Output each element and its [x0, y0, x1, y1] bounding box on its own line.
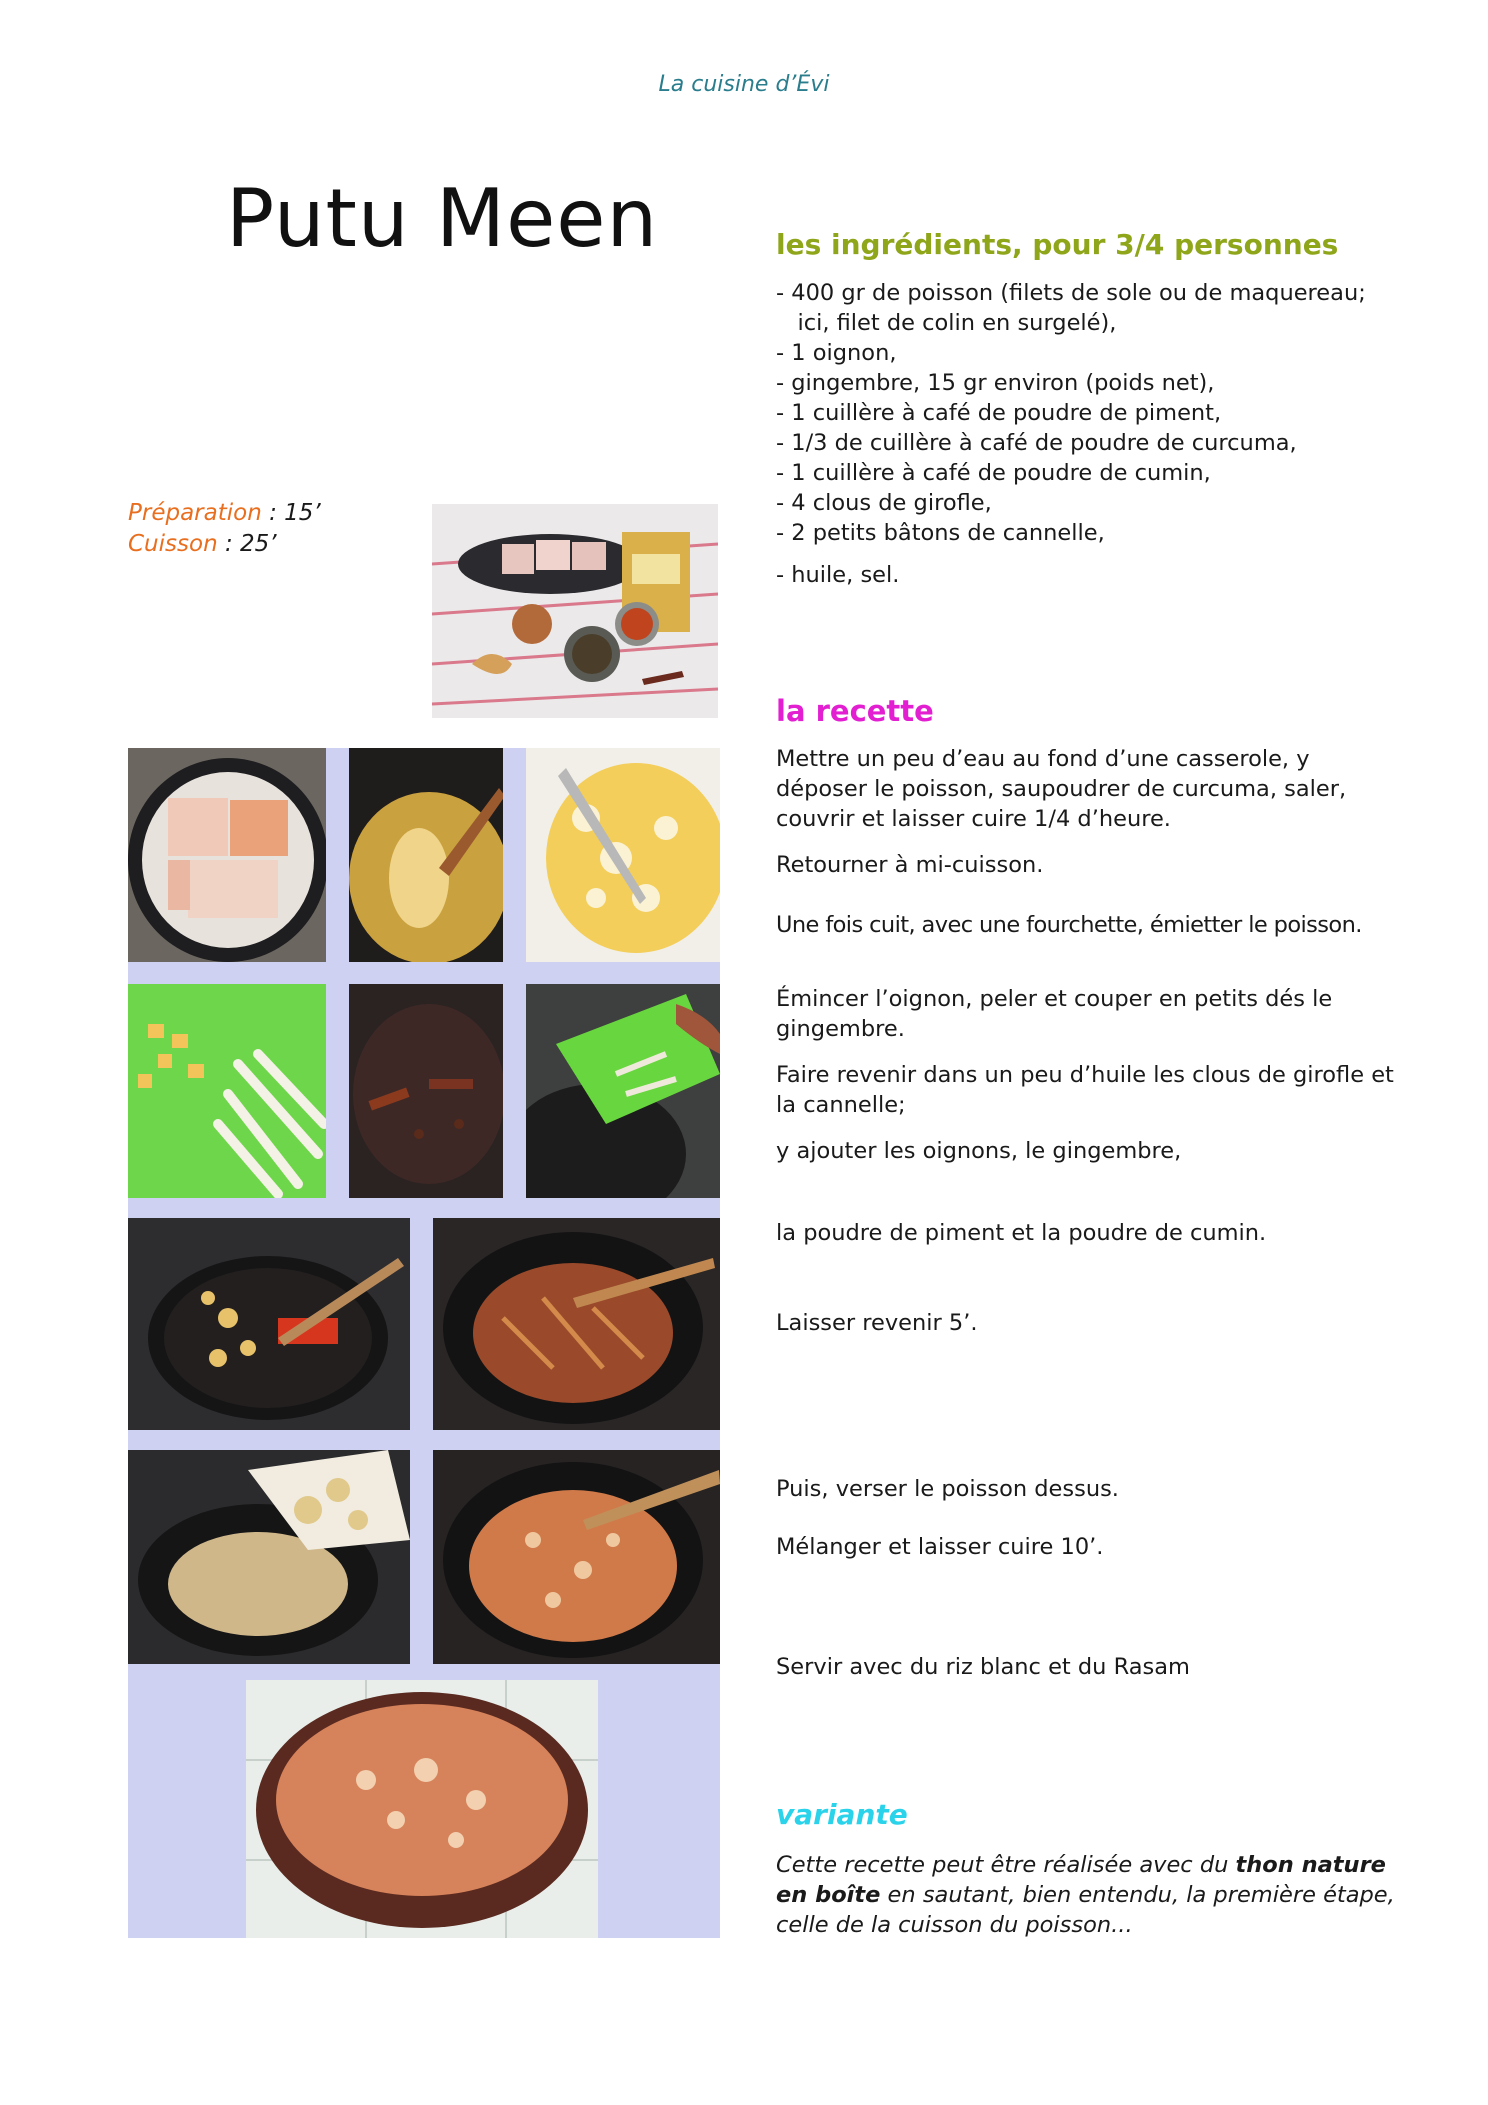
- prep-time: [128, 498, 321, 529]
- step-photo-adding-onions: [526, 984, 720, 1198]
- ingredient-item: - 400 gr de poisson (filets de sole ou de maquereau;: [776, 280, 1366, 306]
- cook-label: Cuisson: [128, 531, 218, 557]
- step-photo-chopped-onion-ginger: [128, 984, 326, 1198]
- recipe-step: Émincer l’oignon, peler et couper en petits dés le gingembre.: [776, 986, 1333, 1042]
- ingredient-item: - 1 cuillère à café de poudre de cumin,: [776, 460, 1211, 486]
- step-photo-fish-in-pan: [128, 748, 326, 962]
- recipe-step: Laisser revenir 5’.: [776, 1310, 978, 1336]
- recipe-step: Mettre un peu d’eau au fond d’une casserole, y déposer le poisson, saupoudrer de curcuma, saler, couvrir et laisser cuire 1/4 d’heure.: [776, 746, 1347, 832]
- cook-time: [128, 529, 321, 560]
- ingredient-item: - 1 cuillère à café de poudre de piment,: [776, 400, 1222, 426]
- variant-text-before: Cette recette peut être réalisée avec du: [776, 1852, 1236, 1878]
- recipe-heading: la recette: [776, 694, 934, 728]
- ingredients-list: [776, 278, 1416, 590]
- page-title: Putu Meen: [226, 172, 659, 265]
- variant-text-bold: thon nature en boîte: [776, 1852, 1386, 1908]
- site-name: La cuisine d’Évi: [658, 72, 830, 97]
- step-photo-adding-spices: [128, 1218, 410, 1430]
- ingredient-item: ici, filet de colin en surgelé),: [776, 310, 1117, 336]
- ingredients-heading: les ingrédients, pour 3/4 personnes: [776, 228, 1339, 261]
- ingredient-item: - 2 petits bâtons de cannelle,: [776, 520, 1105, 546]
- step-photo-flaked-fish: [526, 748, 720, 962]
- ingredient-item: - 1 oignon,: [776, 340, 897, 366]
- ingredient-item: - gingembre, 15 gr environ (poids net),: [776, 370, 1215, 396]
- recipe-step: Faire revenir dans un peu d’huile les clous de girofle et la cannelle;: [776, 1062, 1394, 1118]
- recipe-step: la poudre de piment et la poudre de cumin.: [776, 1220, 1267, 1246]
- prep-value: : 15’: [261, 500, 321, 526]
- timing-block: [128, 498, 321, 560]
- recipe-step: Servir avec du riz blanc et du Rasam: [776, 1654, 1190, 1680]
- step-photo-frying-onions: [433, 1218, 720, 1430]
- ingredients-photo: [432, 504, 718, 718]
- step-photo-mixing: [433, 1450, 720, 1664]
- step-photo-cloves-cinnamon: [349, 984, 503, 1198]
- recipe-step: Une fois cuit, avec une fourchette, émietter le poisson.: [776, 912, 1362, 938]
- variant-text-after: en sautant, bien entendu, la première étape, celle de la cuisson du poisson...: [776, 1882, 1395, 1938]
- cook-value: : 25’: [217, 531, 277, 557]
- recipe-step: y ajouter les oignons, le gingembre,: [776, 1138, 1182, 1164]
- ingredient-item: - huile, sel.: [776, 562, 900, 588]
- variant-text: [776, 1850, 1396, 1940]
- step-photo-cooking-fish: [349, 748, 503, 962]
- final-dish-photo: [246, 1680, 598, 1938]
- recipe-step: Puis, verser le poisson dessus.: [776, 1476, 1119, 1502]
- recipe-step: Retourner à mi-cuisson.: [776, 852, 1044, 878]
- ingredient-item: - 4 clous de girofle,: [776, 490, 992, 516]
- prep-label: Préparation: [128, 500, 262, 526]
- variant-heading: variante: [776, 1798, 908, 1831]
- step-photo-adding-fish: [128, 1450, 410, 1664]
- ingredient-item: - 1/3 de cuillère à café de poudre de curcuma,: [776, 430, 1297, 456]
- recipe-step: Mélanger et laisser cuire 10’.: [776, 1534, 1104, 1560]
